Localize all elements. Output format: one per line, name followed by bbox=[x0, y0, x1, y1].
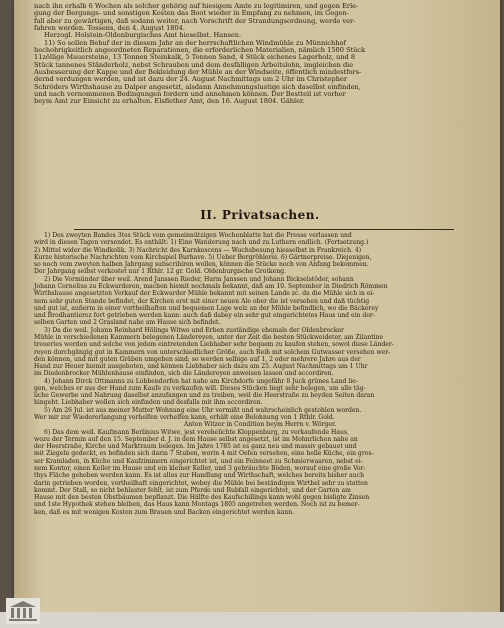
text-line: wird in diesen Tagen versendet. Es enthält: 1) Eine Wanderung nach und zu Luthern endlich. (Fortsetzung.) bbox=[34, 239, 369, 247]
text-line: gung der Bergungs- und sonstigen Kosten das Boot wieder in Empfang zu nehmen, im Gegen- bbox=[34, 9, 349, 18]
section-heading: II. Privatsachen. bbox=[200, 208, 320, 222]
text-line: 11zöllige Mauersteine, 13 Tonnen Steinkalk, 5 Tonnen Sand, 4 Stück eichenes Lagerholz, und 8 bbox=[34, 53, 356, 62]
text-line: Anton Witzer in Condition beym Herrn v. Wörger. bbox=[183, 421, 337, 429]
text-line: gen, welches er aus der Hand zum Kaufe zu verkaufen will. Dieses Stücken liegt sehr belegen, um alle täg- bbox=[34, 384, 366, 392]
text-line: nach ihn erhalb 6 Wochen als solcher gehörig auf hiesigem Amte zu legitimiren, und gegen Erle- bbox=[34, 2, 359, 10]
official-notices-block bbox=[34, 3, 486, 106]
text-line: 3) Da die weil. Johann Reinhard Hölings Witwe und Erben zuständige ehemals der Oldenbrocker bbox=[44, 326, 344, 334]
text-line: wozu der Termin auf den 15. September d. J. in dem Hause selbst angesetzt, ist im Mohnrlichen nahe an bbox=[34, 435, 358, 443]
text-line: der Heerstraße, Kirche und Marktraum belegen. Im Jahre 1785 ist es ganz neu und massiv gebauet und bbox=[34, 443, 357, 451]
heading-divider bbox=[74, 229, 454, 230]
text-line: 1) Des zweyten Bandes 3tes Stück vom gemeinnützigen Wochenblatte hat die Presse verlassen und bbox=[44, 232, 352, 239]
text-line: und gut ist, außerm in einer vortheilhaften und bequemen Lage welz an der Mühle befindlich, wo die Bäckerey bbox=[34, 304, 379, 312]
text-line: Herzogl. Holstein-Oldenburgisches Amt hieselbst. Hansen. bbox=[44, 31, 242, 40]
text-line: fall aber zu gewärtigen, daß sodann weiter, nach Vorschrift der Strandungsordnung, werde ver- bbox=[34, 16, 356, 25]
text-line: nem sehr guten Stande befindet, der Kirchen erst mit einer neuen Ale ober die ist versehen und daß tüchtig bbox=[34, 297, 370, 305]
library-logo bbox=[6, 598, 40, 624]
text-line: Stück tannenes Ständerholz, nebst Schrauben und dem desfälligen Arbeitslohn, imgleichen die bbox=[34, 60, 354, 69]
text-line: und 1ste Hypothek stehen bleiben, das Haus kann Montags 1805 angetreten werden. Noch ist zu bemer- bbox=[34, 501, 360, 509]
text-line: Ausbesserung der Kappe und der Bekleidung der Mühle an der Windseite, öffentlich mindestfors- bbox=[34, 68, 362, 77]
text-line: reyen durchgängig gut in Kammern von unterschiedlicher Größe, auch Reih mit solchem Gutwasser versehen wer- bbox=[34, 348, 391, 356]
text-line: beym Amt zur Einsicht zu erhalten. Elsflether Amt, den 16. August 1804. Gähler. bbox=[34, 97, 305, 106]
private-notices-block bbox=[34, 232, 486, 516]
text-line: Wer mir zur Wiedererlangung verhelfen verhelfen kann, erhält eine Belohnung von 1 Rthlr. Gold. bbox=[34, 414, 335, 422]
text-line: mit Ziegeln gedeckt, es befinden sich darin 7 Stuben, worin 4 mit Oefen versehen, eine helle Küche, ein gros- bbox=[34, 450, 374, 458]
text-line: liche Gewerbe und Nahrung daselbst anzufangen und zu treiben, weil die Heerstraße zu beyden Seiten daran bbox=[34, 392, 375, 400]
text-line: 5) Am 26 Jul. ist aus meiner Mutter Wohnung eine Uhr vermißt und wahrscheinlich gestohlen worden. bbox=[44, 406, 362, 414]
text-line: 2) Die Vormünder über weil. Arend Janssen Rieder, Harm Janssen und Johann Bickselstöder, sohann bbox=[44, 275, 354, 283]
newspaper-page bbox=[14, 0, 500, 612]
text-line: Hand zur Heuer hiemit ausgeboten, und können Liebhaber sich dazu am 25. August Nachmittags um 1 Uhr bbox=[34, 363, 368, 371]
text-line: nem Kontor, einen Keller im Hause und ein kleiner Keller, und 3 gebräuchte Böden, worauf eine große Vor- bbox=[34, 465, 366, 472]
text-line: und nach vernommenen Bedingungen fordern und annehmen können. Der Bestteil ist vorher bbox=[34, 90, 346, 99]
text-line: 11) So sollen Behuf der in diesem Jahr an der herrschaftlichen Windmühle zu Münnichhof bbox=[44, 38, 346, 47]
text-line: dernd verdungen werden, und ist dazu der 24. August Nachmittags um 2 Uhr im Christopher bbox=[34, 75, 348, 84]
text-line: Kurze historische Nachrichten vom Kirchspiel Burhave. 5) Ueber Bergröhlerei. 6) Gärtnerpreise. Diejenigen, bbox=[34, 253, 372, 261]
text-line: 6) Das dem weil. Kaufmann Berlinius Witwe, jest verehelichte Kloppenburg, zu verkaufende Haus, bbox=[44, 428, 349, 436]
text-line: so noch vom zweyten halben Jahrgang subscribiren wollen, können die Stücke noch von Anfang bekommen. bbox=[34, 261, 369, 269]
text-line: Johann Cornelius zu Eckwarderen, machen hiemit nochmals bekannt, daß am 10. September in Diedrich Römmen bbox=[34, 282, 388, 290]
text-line: selben Garten und 2 Grasland nahe am Hause sich befindet. bbox=[34, 319, 221, 327]
text-line: Mühle in verschiedenen Kammern belegenen Ländereyen, unter der Zeit die besten Stückweideter, am Zilantine bbox=[34, 333, 384, 341]
text-line: den können, und mit guten Gräben umgeben sind; so werden selbige auf 1, 2 oder mehrere Jahre aus der bbox=[34, 355, 361, 363]
text-line: Hause mit den besten Obstbäumen bepflanzt. Die Hälfte des Kaufschillings kann wohl gegen bisligte Zinsen bbox=[34, 494, 370, 502]
text-line: ser Kramladen, in Küche und Kaufzimmern eingerichtet ist, und ein Feinneet zu Schmierwaaren, nebst ei- bbox=[34, 457, 363, 465]
text-line: Schröders Wirthshause zu Dalper angesetzt, alsdann Annehmungslustige sich daselbst einfinden, bbox=[34, 82, 361, 91]
text-line: im Diedenbrocker Mühlenhause einfinden, sich die Ländereyen anweisen lassen und accordiren. bbox=[34, 370, 334, 378]
text-line: darin getrieben worden, vortheilhaft eingerichtet, wobey die Mühle bei beständigen Wirthel sehr zu statten bbox=[34, 479, 368, 487]
text-line: und Brodhantierez fort getrieben werden kann: auch daß dabey ein sehr gut eingerichtetes Haus und ein der- bbox=[34, 312, 375, 320]
text-line: hingeht. Liebhaber wollen sich einfinden und desfalls mit ihm accordiren. bbox=[34, 399, 263, 407]
viewer-footer-bar bbox=[0, 612, 504, 628]
text-line: 2) Mittel wider die Windkolik. 3) Nachricht des Karnkescens — Wuchsbesung hiesselbst in Frankreich. 4) bbox=[34, 246, 362, 254]
text-line: Wirthshause angesetzten Verkauf der Eckwarder Mühle bekannt mit seinen Lande zc. da die Mühle sich in ei- bbox=[34, 290, 375, 298]
text-line: 4) Johann Dirck Ottmanns zu Lobbendorfen hat nahe am Kirchdorfe ungefähr 8 Juck grünes Land lie- bbox=[44, 377, 358, 385]
text-line: thys Fläche gehoben werden kann. Es ist alles zur Handlung und Wirthschaft, welches bereits bisher auch bbox=[34, 472, 365, 480]
text-line: fahren werden. Tossens, den 4. August 1804. bbox=[34, 24, 185, 33]
text-line: kommt. Der Stall, so nicht behlaster fehlt, ist zum Pferde und Rubfall eingerichtet, und der Garten am bbox=[34, 486, 351, 494]
text-line: hochobrigkeitlich angeordneten Reparationen, die erforderlichen Materialien, nämlich 1500 Stück bbox=[34, 46, 366, 55]
text-line: ken, daß es mit wenigen Kosten zum Brauen und Backen eingerichtet werden kann. bbox=[34, 508, 295, 516]
text-line: treueries werden und solche von jedem eintretenden Liebhaber sehr bequem zu kaufen stehen, sowol diese Länder- bbox=[34, 341, 394, 349]
text-line: Der Jahrgang selbst verkostet nur 1 Rthlr. 12 gr. Gold. Oldenburgische Grotkeng. bbox=[34, 268, 286, 276]
